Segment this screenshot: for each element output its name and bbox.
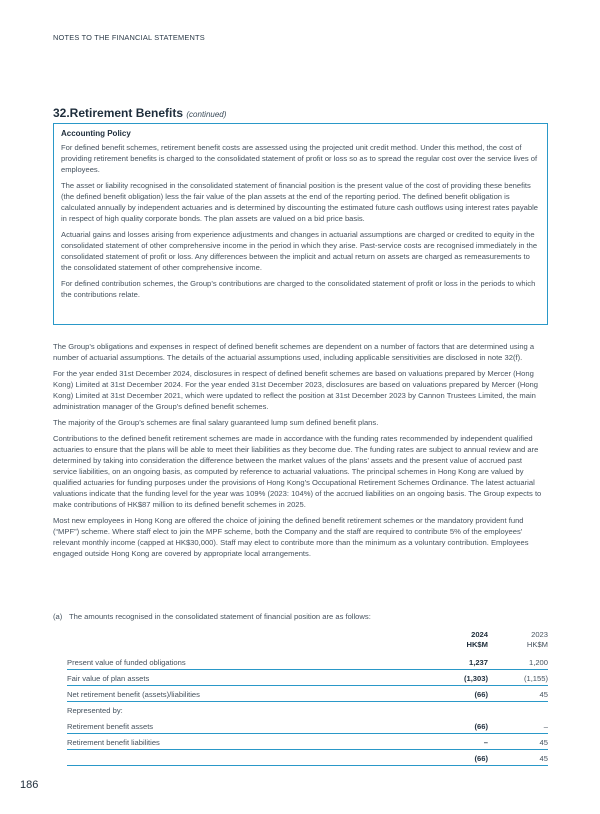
body-paragraph: Most new employees in Hong Kong are offered the choice of joining the defined benefit retirement schemes or the mandatory provident fund (“MPF”) scheme. Where staff elect to join the MPF scheme, both the Company and the staff are required to contribute 5% of the employees’ relevant monthly income (capped at HK$30,000). Staff may elect to contribute more than the minimum as a voluntary contribution. Employees engaged outside Hong Kong are covered by appropriate local arrangements. (53, 516, 529, 558)
col-2023-unit: HK$M (526, 640, 548, 649)
table-row (67, 734, 548, 750)
row-value-2023: 1,200 (528, 658, 548, 667)
row-value-2023: 45 (539, 738, 548, 747)
body-paragraph: The Group’s obligations and expenses in respect of defined benefit schemes are dependent on a number of factors that are determined using a number of actuarial assumptions. The details of the actuarial assumptions used, including applicable sensitivities are disclosed in note 32(f). (53, 342, 535, 362)
table-row (67, 718, 548, 734)
section-title-text: 32.Retirement Benefits (53, 106, 184, 120)
accounting-policy-box (53, 123, 548, 325)
policy-paragraph: Actuarial gains and losses arising from experience adjustments and changes in actuarial assumptions are charged or credited to equity in the consolidated statement of other comprehensive income in the period in which they arise. Past-service costs are recognised immediately in the consolidated statement of profit or loss. Any differences between the implicit and actual return on assets are charged as remeasurements to the consolidated statement of other comprehensive income. (61, 230, 538, 272)
table-header (67, 630, 548, 654)
col-2024-year: 2024 (471, 630, 488, 639)
row-label: Retirement benefit liabilities (67, 738, 160, 747)
col-header-2024 (428, 630, 488, 650)
body-paragraph: For the year ended 31st December 2024, disclosures in respect of defined benefit schemes are based on valuations prepared by Mercer (Hong Kong) Limited at 31st December 2024. For the year ended 31st December 2023, disclosures are based on valuations prepared by Mercer (Hong Kong) Limited at 31st December 2021, which were updated to reflect the position at 31st December 2023 by Cannon Trustees Limited, the main administration manager of the Group’s defined benefit schemes. (53, 369, 539, 411)
col-2023-year: 2023 (531, 630, 548, 639)
row-value-2024: (66) (474, 690, 488, 699)
row-label: Retirement benefit assets (67, 722, 154, 731)
row-value-2024: (66) (474, 754, 488, 763)
row-value-2024: 1,237 (468, 658, 488, 667)
row-label: Present value of funded obligations (67, 658, 186, 667)
row-value-2023: – (543, 722, 548, 731)
note-a (53, 612, 371, 621)
table-row (67, 670, 548, 686)
col-header-2023 (488, 630, 548, 650)
table-row (67, 686, 548, 702)
row-label: Fair value of plan assets (67, 674, 150, 683)
body-paragraph: Contributions to the defined benefit retirement schemes are made in accordance with the funding rates recommended by independent qualified actuaries to ensure that the plans will be able to meet their liabilities as they become due. The funding rates are subject to annual review and are determined by taking into consideration the difference between the market values of the plans’ assets and the present value of accrued past service liabilities, on an ongoing basis, as computed by reference to actuarial valuations. The principal schemes in Hong Kong are valued by qualified actuaries for funding purposes under the provisions of Hong Kong’s Occupational Retirement Schemes Ordinance. The latest actuarial valuations indicate that the funding level for the year was 109% (2023: 104%) of the accrued liabilities on an ongoing basis. The Group expects to make contributions of HK$87 million to its defined benefit schemes in 2025. (53, 434, 542, 509)
retirement-benefit-table (67, 630, 548, 766)
continued-label: (continued) (186, 110, 227, 119)
policy-paragraph: For defined benefit schemes, retirement benefit costs are assessed using the projected unit credit method. Under this method, the cost of providing retirement benefits is charged to the consolidated statement of profit or loss so as to spread the regular cost over the service lives of employees. (61, 143, 538, 174)
row-value-2023: 45 (539, 754, 548, 763)
note-a-label: (a) (53, 612, 63, 621)
row-label: Net retirement benefit (assets)/liabilities (67, 690, 200, 699)
body-text (53, 341, 548, 564)
row-value-2024: – (483, 738, 488, 747)
body-paragraph: The majority of the Group’s schemes are final salary guaranteed lump sum defined benefit plans. (53, 418, 379, 427)
table-row (67, 702, 548, 718)
policy-paragraph: For defined contribution schemes, the Group’s contributions are charged to the consolidated statement of profit or loss in the periods to which the contributions relate. (61, 279, 536, 299)
row-value-2024: (1,303) (463, 674, 488, 683)
row-value-2024: (66) (474, 722, 488, 731)
note-a-text: The amounts recognised in the consolidated statement of financial position are as follows: (68, 612, 371, 621)
table-row-total (67, 750, 548, 766)
running-header: NOTES TO THE FINANCIAL STATEMENTS (53, 33, 205, 42)
row-value-2023: (1,155) (523, 674, 548, 683)
policy-title: Accounting Policy (61, 129, 131, 138)
section-title (53, 106, 226, 120)
page-number: 186 (20, 779, 39, 791)
policy-paragraph: The asset or liability recognised in the consolidated statement of financial position is the present value of the cost of providing these benefits (the defined benefit obligation) less the fair value of the plan assets at the end of the reporting period. The defined benefit obligation is calculated annually by independent actuaries and is determined by discounting the estimated future cash outflows using interest rates payable in respect of high quality corporate bonds. The plan assets are valued on a bid price basis. (61, 181, 539, 223)
col-2024-unit: HK$M (466, 640, 488, 649)
table-row (67, 654, 548, 670)
row-label: Represented by: (67, 706, 123, 715)
row-value-2023: 45 (539, 690, 548, 699)
